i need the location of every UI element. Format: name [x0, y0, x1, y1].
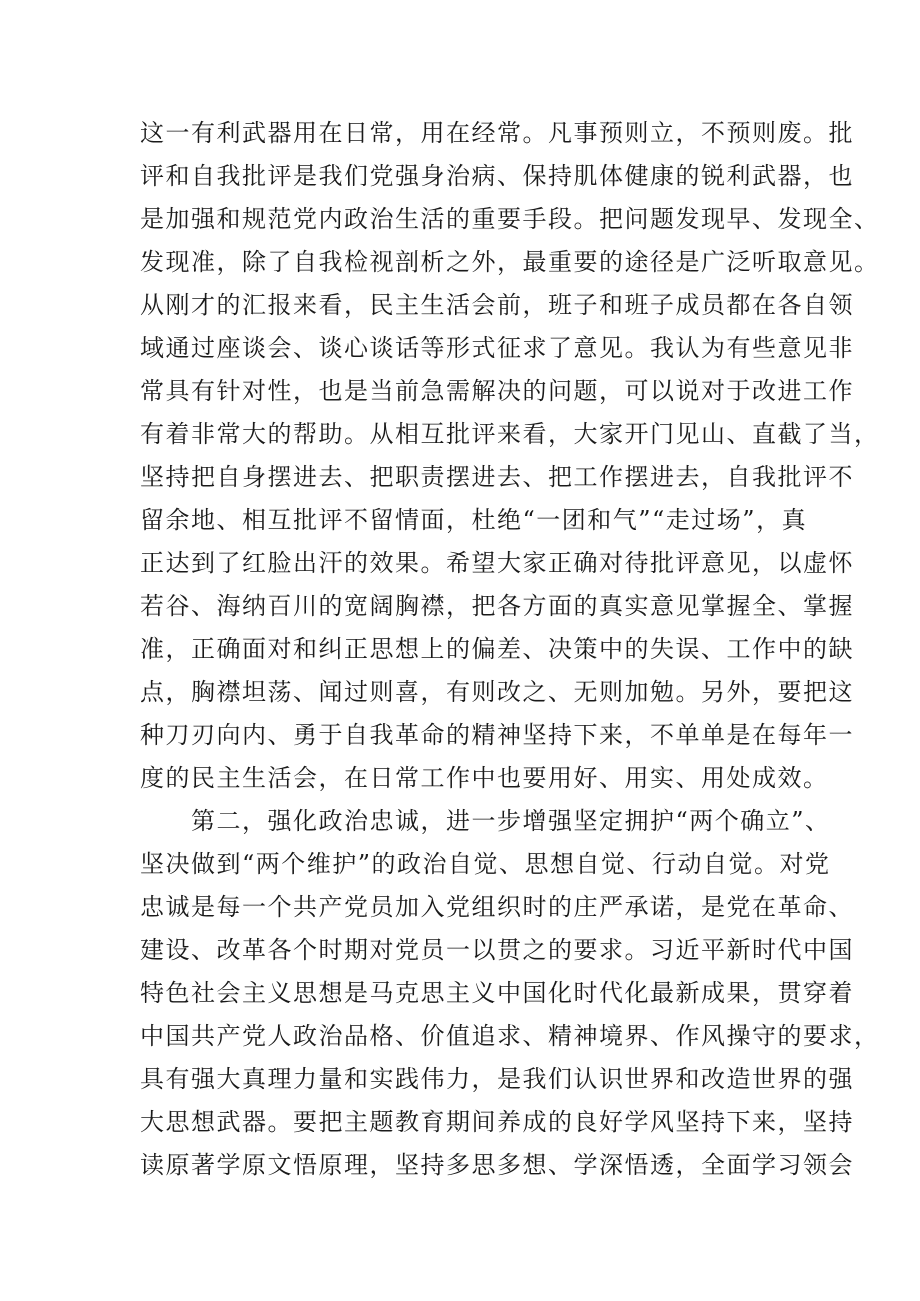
text-line: 第二，强化政治忠诚，进一步增强坚定拥护“两个确立”、 [140, 807, 831, 835]
text-line: 评和自我批评是我们党强身治病、保持肌体健康的锐利武器，也 [140, 162, 854, 190]
text-line: 常具有针对性，也是当前急需解决的问题，可以说对于改进工作 [140, 377, 854, 405]
text-line: 这一有利武器用在日常，用在经常。凡事预则立，不预则废。批 [140, 119, 854, 147]
text-line: 若谷、海纳百川的宽阔胸襟，把各方面的真实意见掌握全、掌握 [140, 592, 854, 620]
text-line: 度的民主生活会，在日常工作中也要用好、用实、用处成效。 [140, 764, 829, 792]
text-line: 坚持把自身摆进去、把职责摆进去、把工作摆进去，自我批评不 [140, 463, 854, 491]
text-line: 是加强和规范党内政治生活的重要手段。把问题发现早、发现全、 [140, 205, 880, 233]
text-line: 有着非常大的帮助。从相互批评来看，大家开门见山、直截了当， [140, 420, 880, 448]
text-line: 种刀刃向内、勇于自我革命的精神坚持下来，不单单是在每年一 [140, 721, 854, 749]
text-line: 域通过座谈会、谈心谈话等形式征求了意见。我认为有些意见非 [140, 334, 854, 362]
text-line: 准，正确面对和纠正思想上的偏差、决策中的失误、工作中的缺 [140, 635, 854, 663]
text-line: 建设、改革各个时期对党员一以贯之的要求。习近平新时代中国 [140, 936, 854, 964]
text-line: 中国共产党人政治品格、价值追求、精神境界、作风操守的要求， [140, 1022, 880, 1050]
paragraph-2 [140, 800, 880, 1187]
text-line: 特色社会主义思想是马克思主义中国化时代化最新成果，贯穿着 [140, 979, 854, 1007]
document-body [140, 112, 880, 1187]
text-line: 具有强大真理力量和实践伟力，是我们认识世界和改造世界的强 [140, 1065, 854, 1093]
text-line: 发现准，除了自我检视剖析之外，最重要的途径是广泛听取意见。 [140, 248, 880, 276]
text-line: 点，胸襟坦荡、闻过则喜，有则改之、无则加勉。另外，要把这 [140, 678, 854, 706]
text-line: 大思想武器。要把主题教育期间养成的良好学风坚持下来，坚持 [140, 1108, 854, 1136]
text-line: 从刚才的汇报来看，民主生活会前，班子和班子成员都在各自领 [140, 291, 854, 319]
text-line: 忠诚是每一个共产党员加入党组织时的庄严承诺，是党在革命、 [140, 893, 854, 921]
text-line: 正达到了红脸出汗的效果。希望大家正确对待批评意见，以虚怀 [140, 549, 854, 577]
paragraph-1 [140, 112, 880, 800]
text-line: 坚决做到“两个维护”的政治自觉、思想自觉、行动自觉。对党 [140, 850, 831, 878]
text-line: 留余地、相互批评不留情面，杜绝“一团和气”“走过场”，真 [140, 506, 808, 534]
text-line: 读原著学原文悟原理，坚持多思多想、学深悟透，全面学习领会 [140, 1151, 854, 1179]
